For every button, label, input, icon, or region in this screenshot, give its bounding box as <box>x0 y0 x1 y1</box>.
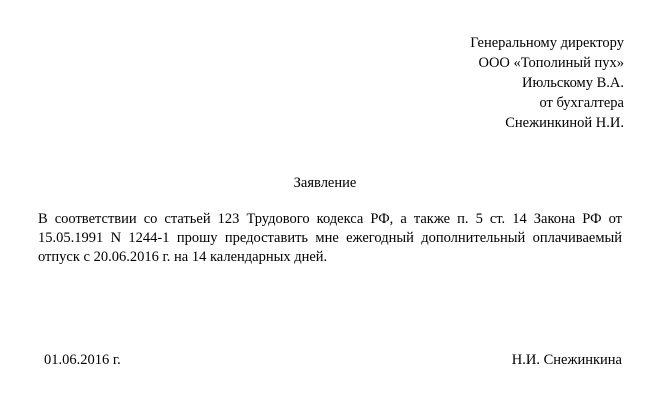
sender-position: от бухгалтера <box>539 95 624 111</box>
addressee-name: Июльскому В.А. <box>522 75 624 91</box>
body-line-3: отпуск с 20.06.2016 г. на 14 календарных дней. <box>38 249 328 265</box>
document-date: 01.06.2016 г. <box>44 352 121 368</box>
application-body <box>38 210 622 267</box>
addressee-position: Генеральному директору <box>470 35 624 51</box>
body-line-2: 15.05.1991 N 1244-1 прошу предоставить мне ежегодный дополнительный оплачиваемый <box>38 230 622 246</box>
document-title: Заявление <box>293 175 357 191</box>
sender-name: Снежинкиной Н.И. <box>505 115 624 131</box>
addressee-block <box>470 33 624 133</box>
body-line-1: В соответствии со статьей 123 Трудового кодекса РФ, а также п. 5 ст. 14 Закона РФ от <box>38 211 622 227</box>
signature-name: Н.И. Снежинкина <box>511 352 622 368</box>
addressee-company: ООО «Тополиный пух» <box>478 55 624 71</box>
